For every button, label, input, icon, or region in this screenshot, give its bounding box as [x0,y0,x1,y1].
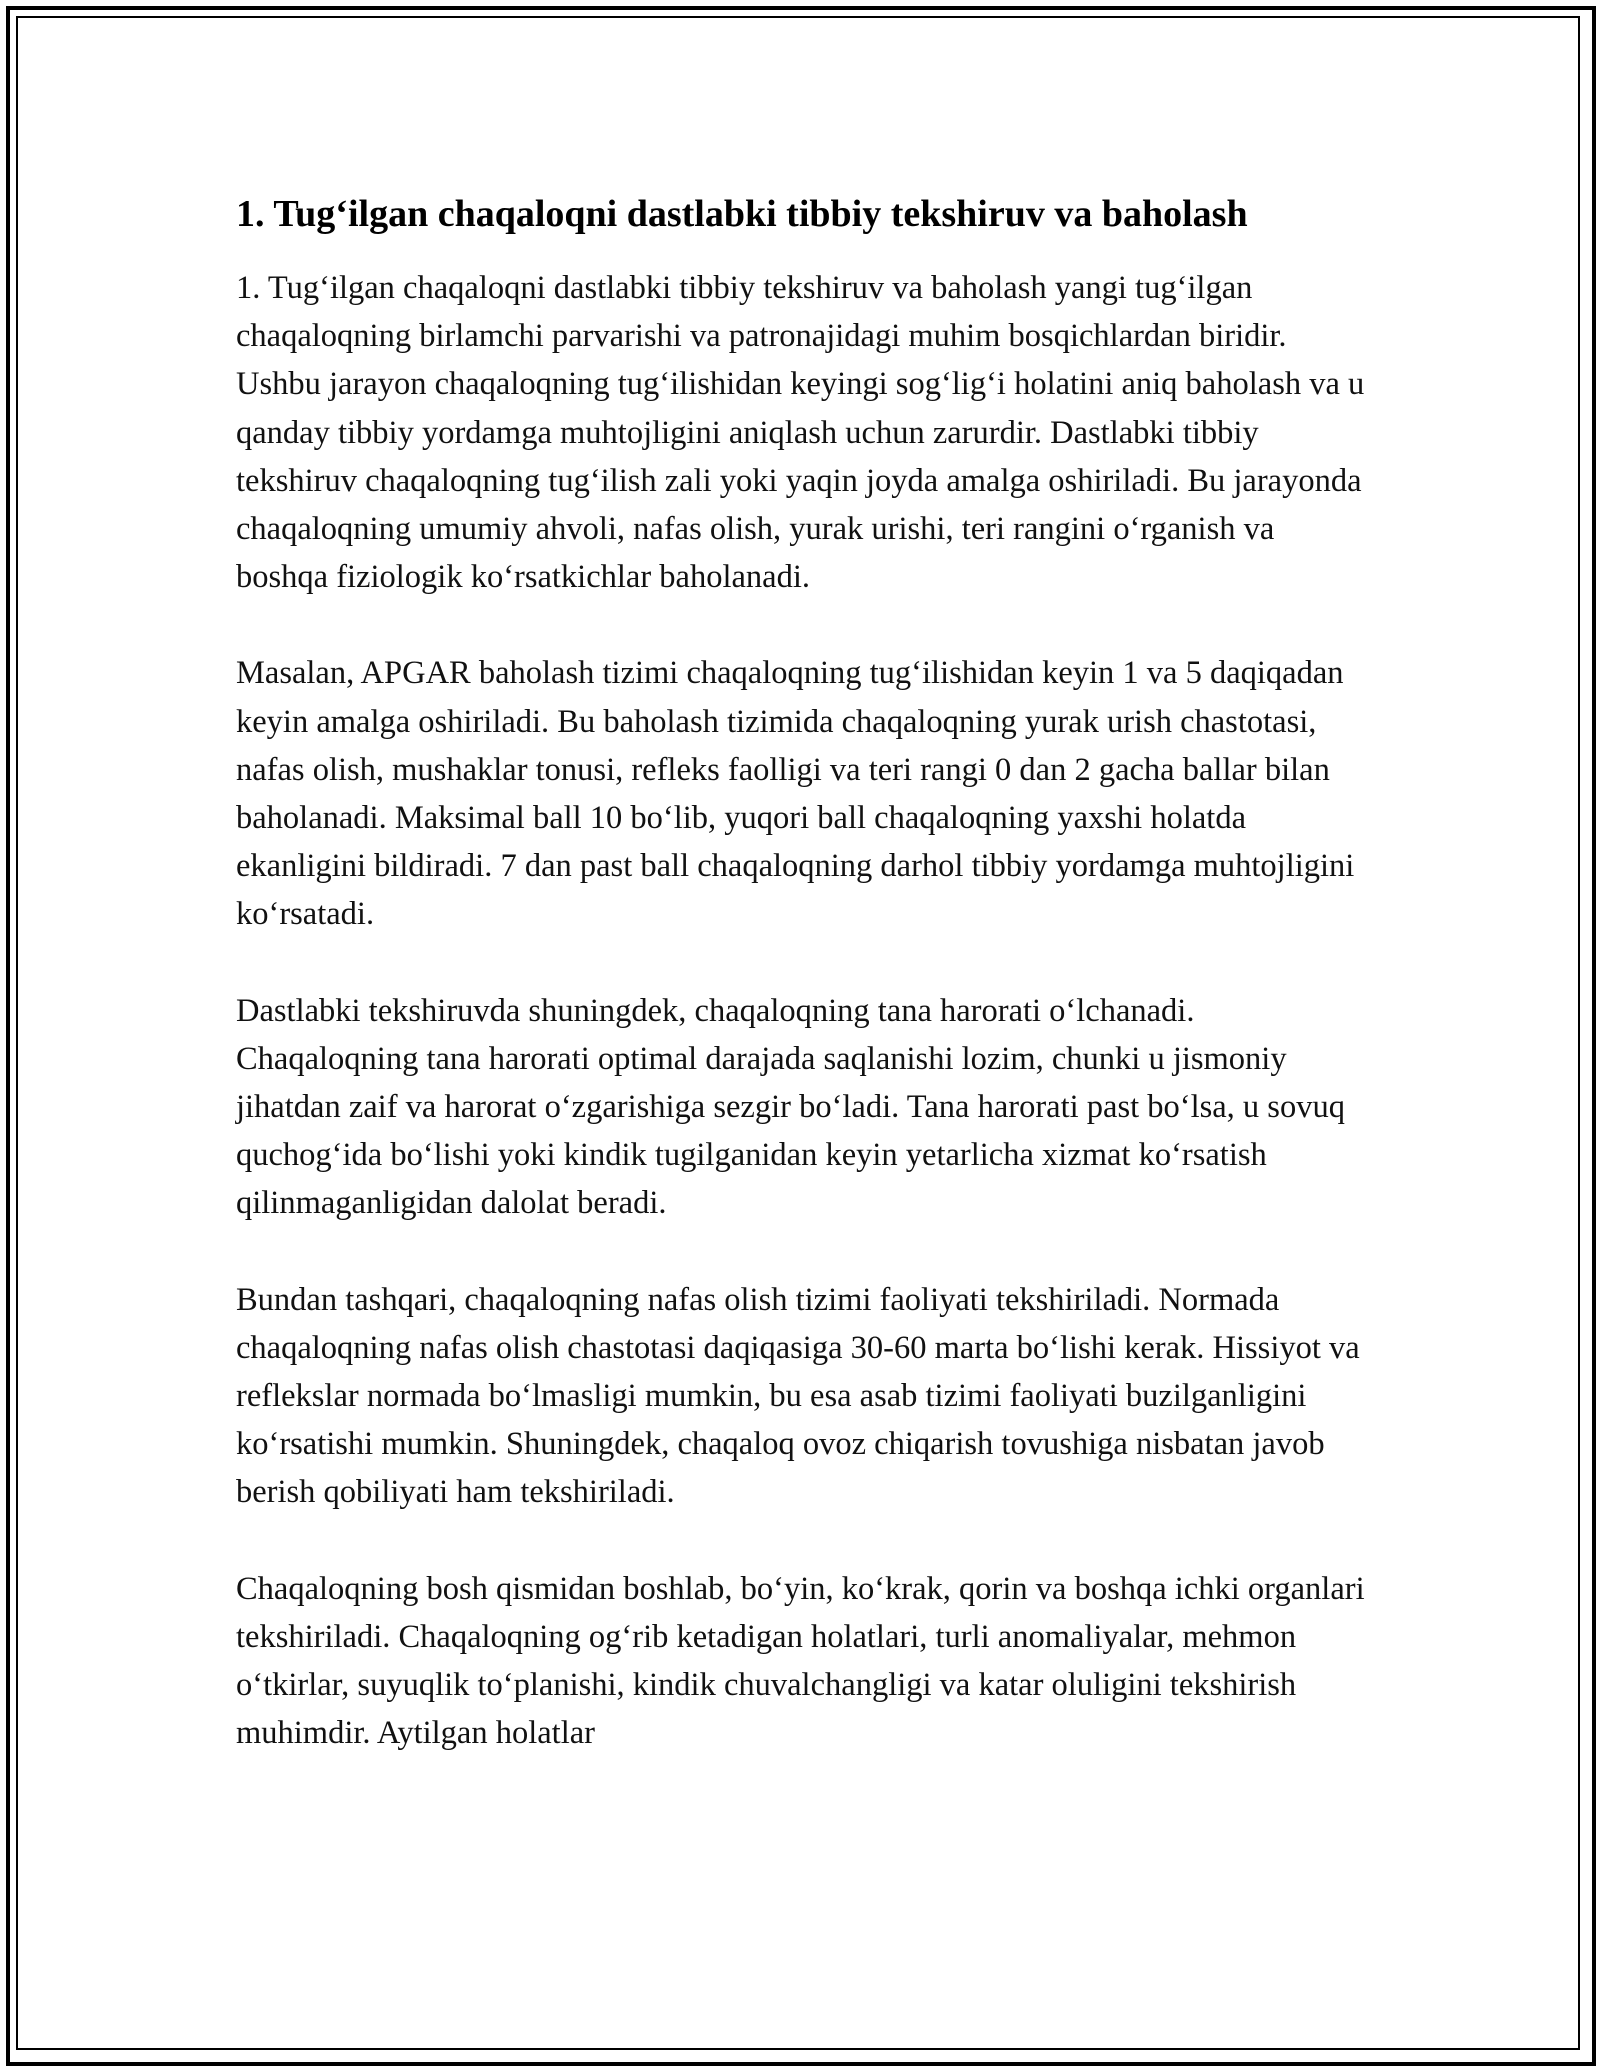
paragraph-organs: Chaqaloqning bosh qismidan boshlab, bo‘yin, ko‘krak, qorin va boshqa ichki organlari tekshiriladi. Chaqaloqning og‘rib ketadigan holatlari, turli anomaliyalar, mehmon o‘tkirlar, suyuqlik to‘planishi, kindik chuvalchangligi va katar oluligini tekshirish muhimdir. Aytilgan holatlar [236,1570,1365,1752]
paragraph-apgar: Masalan, APGAR baholash tizimi chaqaloqning tug‘ilishidan keyin 1 va 5 daqiqadan keyin amalga oshiriladi. Bu baholash tizimida chaqaloqning yurak urish chastotasi, nafas olish, mushaklar tonusi, refleks faolligi va teri rangi 0 dan 2 gacha ballar bilan baholanadi. Maksimal ball 10 bo‘lib, yuqori ball chaqaloqning yaxshi holatda ekanligini bildiradi. 7 dan past ball chaqaloqning darhol tibbiy yordamga muhtojligini ko‘rsatadi. [236,655,1355,933]
document-body [236,186,1368,1805]
paragraph-temperature: Dastlabki tekshiruvda shuningdek, chaqaloqning tana harorati o‘lchanadi. Chaqaloqning tana harorati optimal darajada saqlanishi lozim, chunki u jismoniy jihatdan zaif va harorat o‘zgarishiga sezgir bo‘ladi. Tana harorati past bo‘lsa, u sovuq quchog‘ida bo‘lishi yoki kindik tugilganidan keyin yetarlicha xizmat ko‘rsatish qilinmaganligidan dalolat beradi. [236,992,1345,1222]
paragraph-breathing: Bundan tashqari, chaqaloqning nafas olish tizimi faoliyati tekshiriladi. Normada chaqaloqning nafas olish chastotasi daqiqasiga 30-60 marta bo‘lishi kerak. Hissiyot va reflekslar normada bo‘lmasligi mumkin, bu esa asab tizimi faoliyati buzilganligini ko‘rsatishi mumkin. Shuningdek, chaqaloq ovoz chiqarish tovushiga nisbatan javob berish qobiliyati ham tekshiriladi. [236,1281,1360,1511]
section-heading: 1. Tug‘ilgan chaqaloqni dastlabki tibbiy tekshiruv va baholash [236,193,1248,235]
paragraph-intro: 1. Tug‘ilgan chaqaloqni dastlabki tibbiy tekshiruv va baholash yangi tug‘ilgan chaqaloqning birlamchi parvarishi va patronajidagi muhim bosqichlardan biridir. Ushbu jarayon chaqaloqning tug‘ilishidan keyingi sog‘lig‘i holatini aniq baholash va u qanday tibbiy yordamga muhtojligini aniqlash uchun zarurdir. Dastlabki tibbiy tekshiruv chaqaloqning tug‘ilish zali yoki yaqin joyda amalga oshiriladi. Bu jarayonda chaqaloqning umumiy ahvoli, nafas olish, yurak urishi, teri rangini o‘rganish va boshqa fiziologik ko‘rsatkichlar baholanadi. [236,270,1365,596]
